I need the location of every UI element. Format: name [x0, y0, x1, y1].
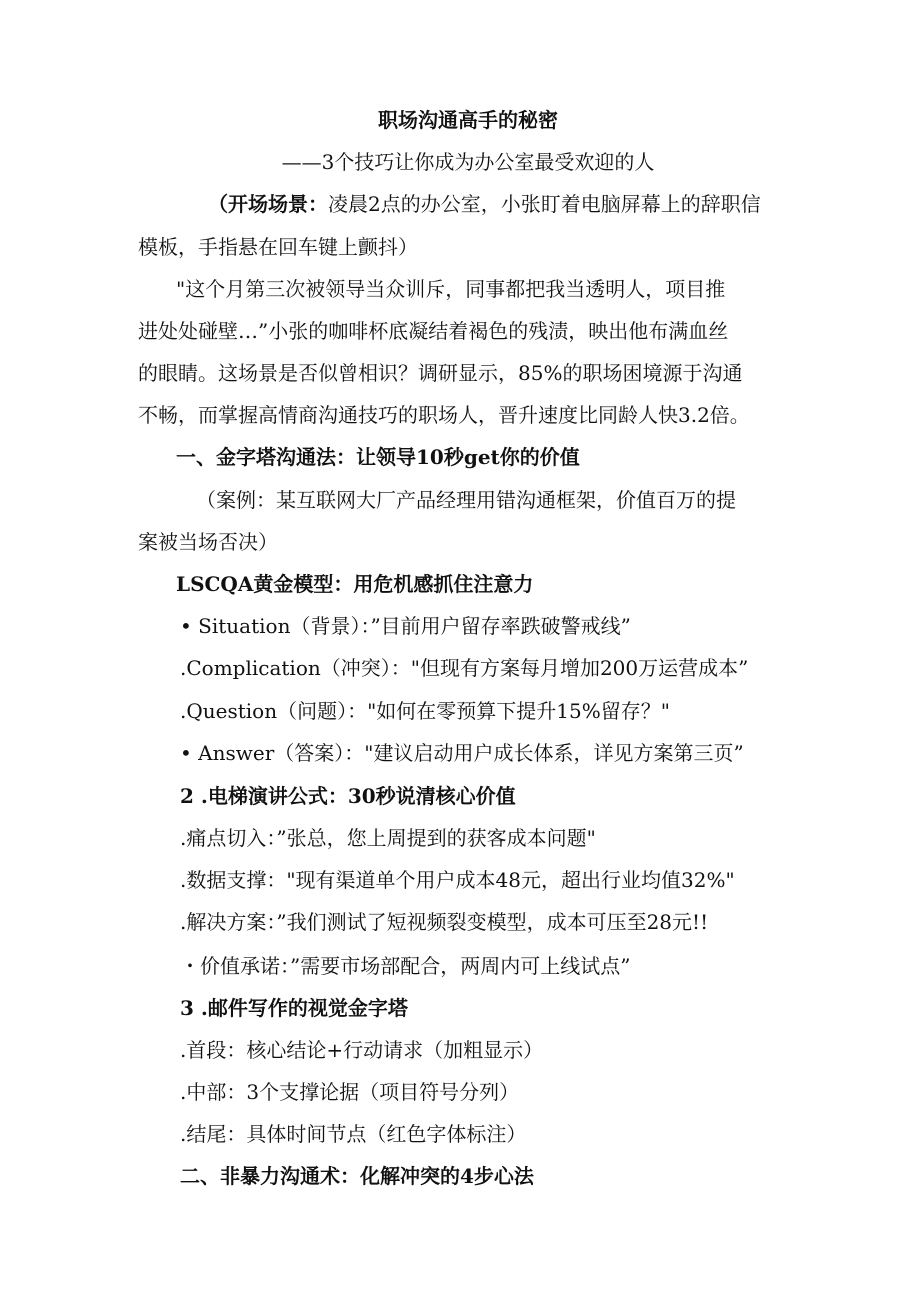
- list-item: .数据支撑："现有渠道单个用户成本48元，超出行业均值32%": [180, 868, 735, 892]
- paragraph-line: 的眼睛。这场景是否似曾相识？调研显示，85%的职场困境源于沟通: [138, 361, 743, 385]
- scene-line-2: 模板，手指悬在回车键上颤抖）: [138, 235, 418, 259]
- list-item: .首段：核心结论+行动请求（加粗显示）: [180, 1038, 544, 1062]
- subsection-heading-1: LSCQA黄金模型：用危机感抓住注意力: [176, 572, 534, 596]
- list-item: .结尾：具体时间节点（红色字体标注）: [180, 1122, 527, 1146]
- list-item: .Complication（冲突）："但现有方案每月增加200万运营成本”: [180, 656, 749, 680]
- list-item: .痛点切入：”张总，您上周提到的获客成本问题": [180, 826, 596, 850]
- subsection-heading-3: 3 .邮件写作的视觉金字塔: [180, 996, 408, 1020]
- scene-line-1: [208, 191, 798, 217]
- subsection-heading-2: 2 .电梯演讲公式：30秒说清核心价值: [180, 784, 516, 808]
- case-line-2: 案被当场否决）: [138, 530, 278, 554]
- list-item: • Answer（答案）："建议启动用户成长体系，详见方案第三页”: [180, 741, 744, 765]
- list-item: ・价值承诺：”需要市场部配合，两周内可上线试点”: [180, 954, 631, 978]
- list-item: .解决方案：”我们测试了短视频裂变模型，成本可压至28元!!: [180, 910, 709, 934]
- list-item: .中部：3个支撑论据（项目符号分列）: [180, 1080, 520, 1104]
- scene-text: 凌晨2点的办公室，小张盯着电脑屏幕上的辞职信: [328, 192, 761, 216]
- document-title: 职场沟通高手的秘密: [378, 108, 558, 132]
- list-item: • Situation（背景）：”目前用户留存率跌破警戒线”: [180, 614, 631, 638]
- paragraph-line: 不畅，而掌握高情商沟通技巧的职场人，晋升速度比同龄人快3.2倍。: [138, 403, 750, 427]
- document-subtitle: ——3个技巧让你成为办公室最受欢迎的人: [281, 150, 655, 174]
- section-heading-1: 一、金字塔沟通法：让领导10秒get你的价值: [176, 445, 580, 469]
- case-line-1: （案例：某互联网大厂产品经理用错沟通框架，价值百万的提: [196, 488, 736, 512]
- paragraph-line: "这个月第三次被领导当众训斥，同事都把我当透明人，项目推: [176, 277, 726, 301]
- section-heading-2: 二、非暴力沟通术：化解冲突的4步心法: [180, 1164, 534, 1188]
- list-item: .Question（问题）："如何在零预算下提升15%留存？": [180, 699, 670, 723]
- paragraph-line: 进处处碰壁…”小张的咖啡杯底凝结着褐色的残渍，映出他布满血丝: [138, 319, 729, 343]
- scene-label: （开场场景：: [208, 192, 328, 216]
